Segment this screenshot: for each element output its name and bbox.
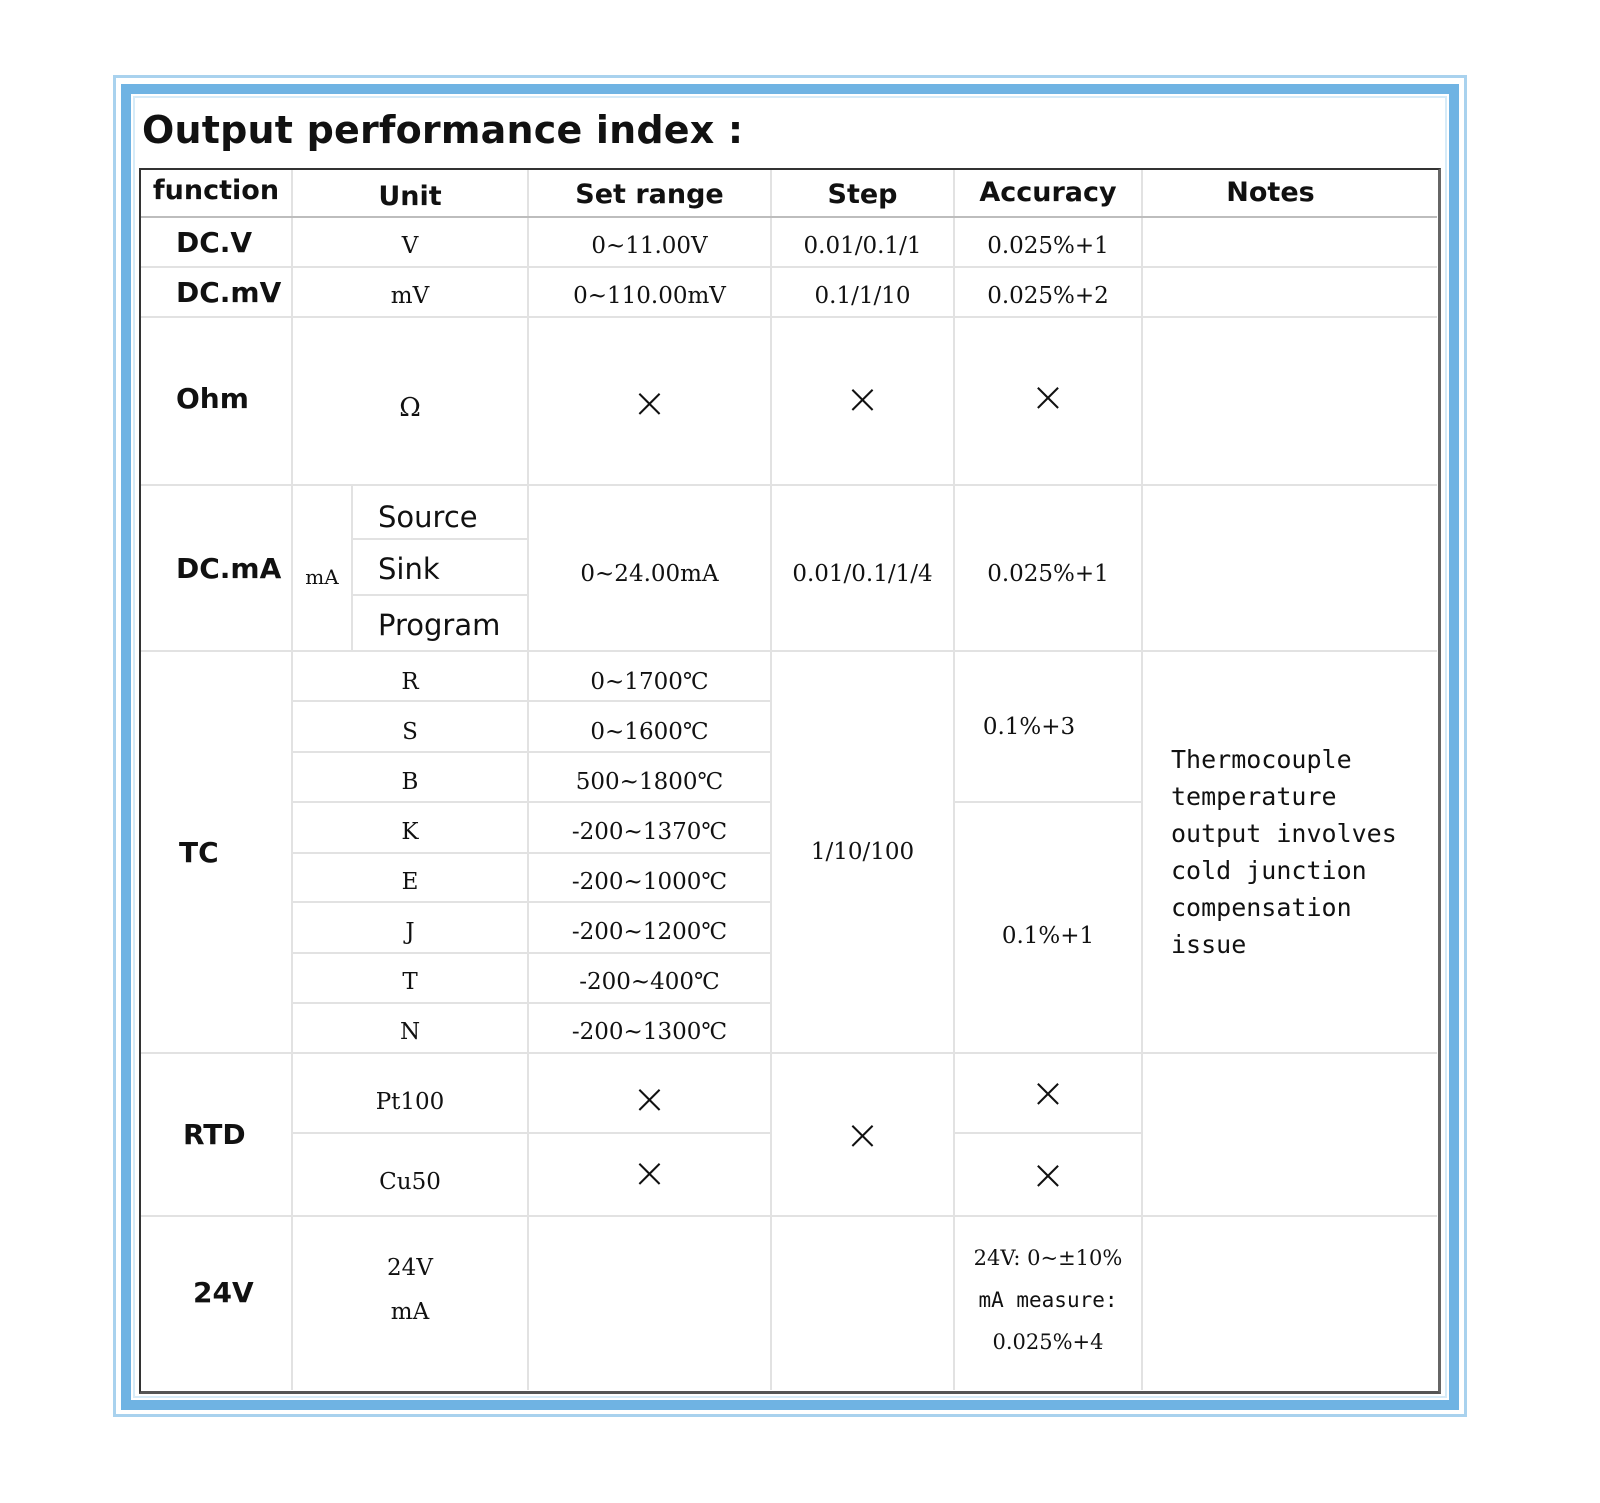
row-24v-unit bbox=[293, 1230, 527, 1350]
row-ohm-function: Ohm bbox=[176, 381, 249, 415]
row-24v-accuracy-line2: mA measure: bbox=[978, 1288, 1118, 1312]
row-tc-notes: Thermocouple temperature output involves cold junction compensation issue bbox=[1171, 745, 1397, 959]
row-tc-accuracy-other: 0.1%+1 bbox=[1001, 922, 1095, 949]
row-tc-range-j: -200~1200℃ bbox=[571, 919, 728, 945]
header-set-range: Set range bbox=[575, 178, 724, 210]
row-dcmv-accuracy: 0.025%+2 bbox=[987, 283, 1109, 309]
row-dcv-unit: V bbox=[401, 233, 419, 259]
row-24v-accuracy bbox=[955, 1220, 1141, 1380]
row-24v-accuracy-line3: 0.025%+4 bbox=[992, 1330, 1104, 1354]
row-dcma-accuracy: 0.025%+1 bbox=[987, 561, 1109, 587]
row-rtd-unit-cu50: Cu50 bbox=[379, 1169, 441, 1195]
row-dcma-unit: mA bbox=[305, 565, 339, 589]
header-step: Step bbox=[827, 178, 898, 210]
row-rtd-step-x-icon: × bbox=[844, 1109, 881, 1159]
row-tc-unit-k: K bbox=[401, 819, 419, 845]
row-24v-accuracy-line1: 24V: 0~±10% bbox=[973, 1246, 1123, 1270]
header-function: function bbox=[152, 174, 280, 206]
row-tc-range-n: -200~1300℃ bbox=[571, 1019, 728, 1045]
row-dcmv-step: 0.1/1/10 bbox=[814, 283, 911, 309]
row-dcv-function: DC.V bbox=[176, 225, 253, 259]
performance-table bbox=[139, 168, 1441, 1394]
row-dcma-range: 0~24.00mA bbox=[580, 561, 719, 587]
row-dcma-function: DC.mA bbox=[176, 551, 282, 585]
row-dcmv-range: 0~110.00mV bbox=[573, 283, 726, 309]
row-rtd-accuracy-cu50-x-icon: × bbox=[1030, 1149, 1066, 1199]
row-dcmv-function: DC.mV bbox=[176, 275, 282, 309]
row-dcv-accuracy: 0.025%+1 bbox=[987, 233, 1109, 259]
row-rtd-function: RTD bbox=[183, 1117, 246, 1151]
row-tc-unit-b: B bbox=[401, 769, 419, 795]
row-dcma-mode-sink: Sink bbox=[378, 552, 440, 586]
row-rtd-unit-pt100: Pt100 bbox=[375, 1089, 445, 1115]
row-rtd-range-cu50-x-icon: × bbox=[631, 1147, 668, 1197]
row-24v-unit-line1: 24V bbox=[387, 1255, 433, 1281]
row-tc-unit-n: N bbox=[399, 1019, 421, 1045]
row-rtd-accuracy-pt100-x-icon: × bbox=[1030, 1067, 1066, 1117]
row-tc-range-k: -200~1370℃ bbox=[571, 819, 728, 845]
row-ohm-accuracy-x-icon: × bbox=[1030, 371, 1066, 421]
row-tc-function: TC bbox=[179, 835, 219, 869]
row-rtd-range-pt100-x-icon: × bbox=[631, 1073, 668, 1123]
row-dcma-step: 0.01/0.1/1/4 bbox=[792, 561, 933, 587]
row-tc-accuracy-rsb: 0.1%+3 bbox=[982, 713, 1076, 740]
row-tc-unit-r: R bbox=[401, 669, 419, 695]
header-unit: Unit bbox=[378, 180, 442, 212]
row-tc-unit-j: J bbox=[405, 919, 415, 945]
row-tc-range-s: 0~1600℃ bbox=[590, 719, 709, 745]
row-tc-unit-s: S bbox=[402, 719, 418, 745]
row-tc-range-e: -200~1000℃ bbox=[571, 869, 728, 895]
row-tc-range-t: -200~400℃ bbox=[579, 969, 720, 995]
row-ohm-step-x-icon: × bbox=[844, 373, 881, 423]
header-accuracy: Accuracy bbox=[979, 176, 1117, 208]
row-tc-range-r: 0~1700℃ bbox=[590, 669, 709, 695]
header-notes: Notes bbox=[1226, 176, 1315, 208]
row-dcma-mode-source: Source bbox=[378, 500, 478, 534]
page-title: Output performance index : bbox=[142, 108, 744, 152]
row-dcv-step: 0.01/0.1/1 bbox=[803, 233, 922, 259]
row-dcv-range: 0~11.00V bbox=[591, 233, 708, 259]
row-dcma-mode-program: Program bbox=[378, 608, 501, 642]
row-tc-step: 1/10/100 bbox=[810, 839, 915, 865]
row-tc-unit-e: E bbox=[401, 869, 419, 895]
row-24v-unit-line2: mA bbox=[390, 1299, 430, 1325]
row-tc-range-b: 500~1800℃ bbox=[575, 769, 724, 795]
row-dcmv-unit: mV bbox=[390, 283, 430, 309]
row-24v-function: 24V bbox=[193, 1275, 254, 1309]
row-tc-unit-t: T bbox=[402, 969, 418, 995]
row-ohm-unit: Ω bbox=[399, 393, 421, 423]
row-ohm-range-x-icon: × bbox=[631, 377, 668, 427]
